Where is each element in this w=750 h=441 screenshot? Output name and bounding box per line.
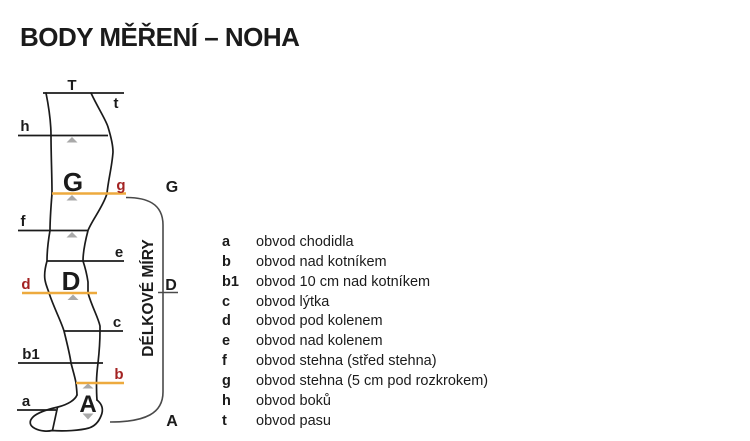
- legend-item: [222, 293, 532, 313]
- legend-key: e: [222, 333, 231, 350]
- marker-triangle-up: [67, 137, 78, 143]
- point-labels: [20, 77, 125, 418]
- legend-text: obvod 10 cm nad kotníkem: [256, 273, 431, 290]
- legend-text: obvod nad kotníkem: [256, 253, 387, 270]
- legend-key: d: [222, 313, 231, 330]
- length-bracket: [110, 179, 178, 430]
- label-e: e: [114, 244, 124, 261]
- legend-item: [222, 233, 532, 253]
- length-measures-caption: DÉLKOVÉ MÍRY: [140, 239, 157, 357]
- legend-item: [222, 392, 532, 412]
- legend: [222, 233, 532, 431]
- label-A: A: [79, 391, 97, 418]
- legend-text: obvod lýtka: [256, 293, 330, 310]
- page-title: BODY MĚŘENÍ – NOHA: [20, 22, 300, 52]
- legend-key: f: [222, 353, 227, 370]
- legend-key: b: [222, 253, 231, 270]
- legend-item: [222, 372, 532, 392]
- bracket-label-A: A: [166, 413, 178, 430]
- legend-item: [222, 352, 532, 372]
- marker-triangle-up: [83, 384, 94, 389]
- legend-key: h: [222, 392, 231, 409]
- label-G: G: [62, 167, 84, 197]
- legend-text: obvod nad kolenem: [256, 333, 383, 350]
- legend-item: [222, 332, 532, 352]
- leg-outline: [30, 93, 113, 431]
- label-d: d: [21, 276, 31, 293]
- legend-item: [222, 312, 532, 332]
- label-T: T: [67, 77, 77, 94]
- legend-item: [222, 273, 532, 293]
- label-h: h: [20, 118, 30, 135]
- label-a: a: [21, 393, 31, 410]
- marker-triangle-up: [67, 232, 78, 238]
- bracket-label-D: D: [165, 277, 177, 294]
- label-b: b: [114, 366, 124, 383]
- legend-key: a: [222, 234, 231, 250]
- legend-text: obvod pasu: [256, 412, 331, 429]
- label-t: t: [113, 95, 119, 112]
- legend-text: obvod stehna (střed stehna): [256, 353, 437, 370]
- legend-key: t: [222, 412, 227, 429]
- legend-text: obvod boků: [256, 392, 331, 409]
- legend-key: b1: [222, 273, 239, 290]
- label-D: D: [61, 266, 81, 296]
- label-g: g: [116, 177, 126, 194]
- label-c: c: [112, 314, 122, 331]
- label-b1: b1: [22, 346, 40, 363]
- bracket-label-G: G: [165, 179, 179, 196]
- legend-key: c: [222, 293, 231, 310]
- label-f: f: [20, 213, 26, 230]
- legend-text: obvod stehna (5 cm pod rozkrokem): [256, 372, 489, 389]
- legend-key: g: [222, 372, 231, 389]
- leg-measurement-diagram: [0, 70, 200, 441]
- legend-text: obvod pod kolenem: [256, 313, 383, 330]
- legend-text: obvod chodidla: [256, 234, 354, 250]
- legend-item: [222, 412, 532, 432]
- legend-item: [222, 253, 532, 273]
